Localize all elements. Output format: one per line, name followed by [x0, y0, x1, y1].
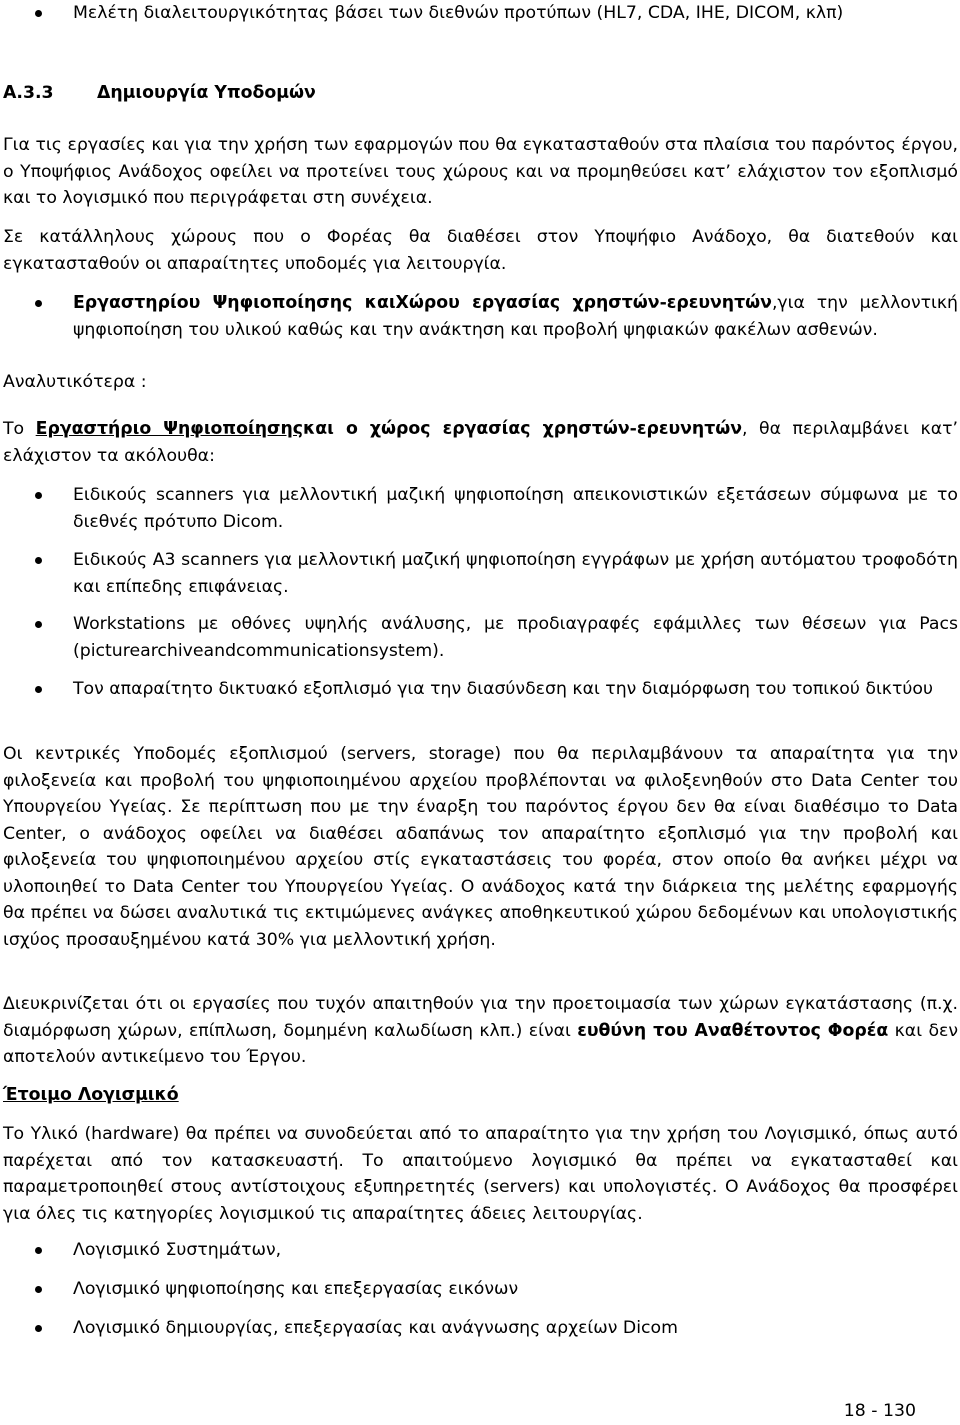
section-number: Α.3.3 [3, 83, 54, 103]
bullet-dot [35, 621, 42, 628]
lab-paragraph-suffix: , θα περιλαμβάνει κατ’ ελάχιστον τα ακόλουθα: [3, 419, 958, 466]
lab-bullet-bold: Εργαστηρίου Ψηφιοποίησης καιΧώρου εργασίας χρηστών-ερευνητών [73, 293, 772, 313]
lab-paragraph-bold: και ο χώρος εργασίας χρηστών-ερευνητών [303, 419, 743, 439]
bullet-dot [35, 557, 42, 564]
software-paragraph: Το Υλικό (hardware) θα πρέπει να συνοδεύεται από το απαραίτητο για την χρήση του Λογισμικό, όπως αυτό παρέχεται από τον κατασκευαστή. Το απαιτούμενο λογισμικό θα πρέπει να εγκατασταθεί και παραμετροποιηθεί στους αντίστοιχους εξυπηρετητές (servers) και υπολογιστές. Ο Ανάδοχος θα προσφέρει για όλες τις κατηγορίες λογισμικού τις απαραίτητες άδειες λειτουργίας. [3, 1124, 958, 1224]
bullet-dot [35, 1286, 42, 1293]
lab-name-link: Εργαστήριο Ψηφιοποίησης [35, 419, 304, 439]
equipment-item-text: Τον απαραίτητο δικτυακό εξοπλισμό για την διασύνδεση και την διαμόρφωση του τοπικού δικτύου [73, 679, 933, 699]
clarification-suffix: και δεν αποτελούν αντικείμενο του Έργου. [3, 1020, 959, 1067]
equipment-item [73, 547, 958, 600]
software-item-text: Λογισμικό ψηφιοποίησης και επεξεργασίας εικόνων [73, 1279, 519, 1299]
bullet-dot [35, 300, 42, 307]
software-item-text: Λογισμικό Συστημάτων, [73, 1240, 282, 1260]
lab-bullet [73, 290, 958, 343]
page-number: 18 - 130 [843, 1401, 916, 1421]
servers-paragraph: Οι κεντρικές Υποδομές εξοπλισμού (servers, storage) που θα περιλαμβάνουν τα απαραίτητα για την φιλοξενεία και προβολή του ψηφιοποιημένου αρχείου προβλέπονται να φιλοξενηθούν στο Data Center του Υπουργείου Υγείας. Σε περίπτωση που με την έναρξη του παρόντος έργου δεν θα είναι διαθέσιμο το Data Center, ο ανάδοχος οφείλει να διαθέσει αδαπάνως τον απαραίτητο εξοπλισμό για την προβολή και φιλοξενεία του ψηφιοποιημένου αρχείου στίς εγκαταστάσεις του φορέα, στον οποίο θα ανήκει μέχρι να υλοποιηθεί το Data Center του Υπουργείου Υγείας. Ο ανάδοχος κατά την διάρκεια της μελέτης εφαρμογής θα πρέπει να δώσει αναλυτικά τις εκτιμώμενες ανάγκες αποθηκευτικού χώρου δεδομένων και υπολογιστικής ισχύος προσαυξημένου κατά 30% για μελλοντική χρήση. [3, 744, 958, 950]
bullet-dot [35, 1247, 42, 1254]
lab-paragraph-prefix: Το [3, 419, 36, 439]
clarification-text: Διευκρινίζεται ότι οι εργασίες που τυχόν απαιτηθούν για την προετοιμασία των χώρων εγκατάστασης (π.χ. διαμόρφωση χώρων, επίπλωση, δομημένη καλωδίωση κλπ.) είναι [3, 994, 958, 1041]
details-label: Αναλυτικότερα : [3, 372, 147, 392]
software-item [73, 1276, 958, 1303]
bullet-dot [35, 1325, 42, 1332]
intro-paragraph: Για τις εργασίες και για την χρήση των εφαρμογών που θα εγκατασταθούν στα πλαίσια του παρόντος έργου, ο Υποψήφιος Ανάδοχος οφείλει να προτείνει τους χώρους και να προμηθεύσει κατ’ ελάχιστον τον εξοπλισμό και το λογισμικό που περιγράφεται στη συνέχεια. [3, 135, 958, 208]
bullet-text: Μελέτη διαλειτουργικότητας βάσει των διεθνών προτύπων (HL7, CDA, IHE, DICOM, κλπ) [73, 3, 844, 23]
clarification-bold: ευθύνη του Αναθέτοντος Φορέα [577, 1020, 889, 1041]
software-item [73, 1315, 958, 1342]
equipment-item [73, 611, 958, 664]
spaces-paragraph: Σε κατάλληλους χώρους που ο Φορέας θα διαθέσει στον Υποψήφιο Ανάδοχο, θα διατεθούν και εγκατασταθούν οι απαραίτητες υποδομές για λειτουργία. [3, 227, 958, 274]
bullet-dot [35, 686, 42, 693]
software-item [73, 1237, 958, 1264]
bullet-dot [35, 492, 42, 499]
equipment-item-text: Ειδικούς scanners για μελλοντική μαζική ψηφιοποίηση απεικονιστικών εξετάσεων σύμφωνα με το διεθνές πρότυπο Dicom. [73, 485, 958, 532]
bullet-dot [35, 10, 42, 17]
interoperability-bullet [73, 0, 958, 27]
equipment-item-text: Workstations με οθόνες υψηλής ανάλυσης, με προδιαγραφές εφάμιλλες των θέσεων για Pacs (picturearchiveandcommunicationsystem). [73, 614, 958, 661]
equipment-item-text: Ειδικούς Α3 scanners για μελλοντική μαζική ψηφιοποίηση εγγράφων με χρήση αυτόματου τροφοδότη και επίπεδης επιφάνειας. [73, 550, 958, 597]
equipment-item [73, 676, 958, 703]
equipment-item [73, 482, 958, 535]
lab-paragraph [3, 416, 958, 469]
lab-bullet-text: ,για την μελλοντική ψηφιοποίηση του υλικού καθώς και την ανάκτηση και προβολή ψηφιακών φακέλων ασθενών. [73, 293, 958, 340]
section-title: Δημιουργία Υποδομών [97, 83, 316, 103]
clarification-paragraph [3, 991, 958, 1071]
software-item-text: Λογισμικό δημιουργίας, επεξεργασίας και ανάγνωσης αρχείων Dicom [73, 1318, 678, 1338]
software-heading: Έτοιμο Λογισμικό [3, 1085, 179, 1105]
